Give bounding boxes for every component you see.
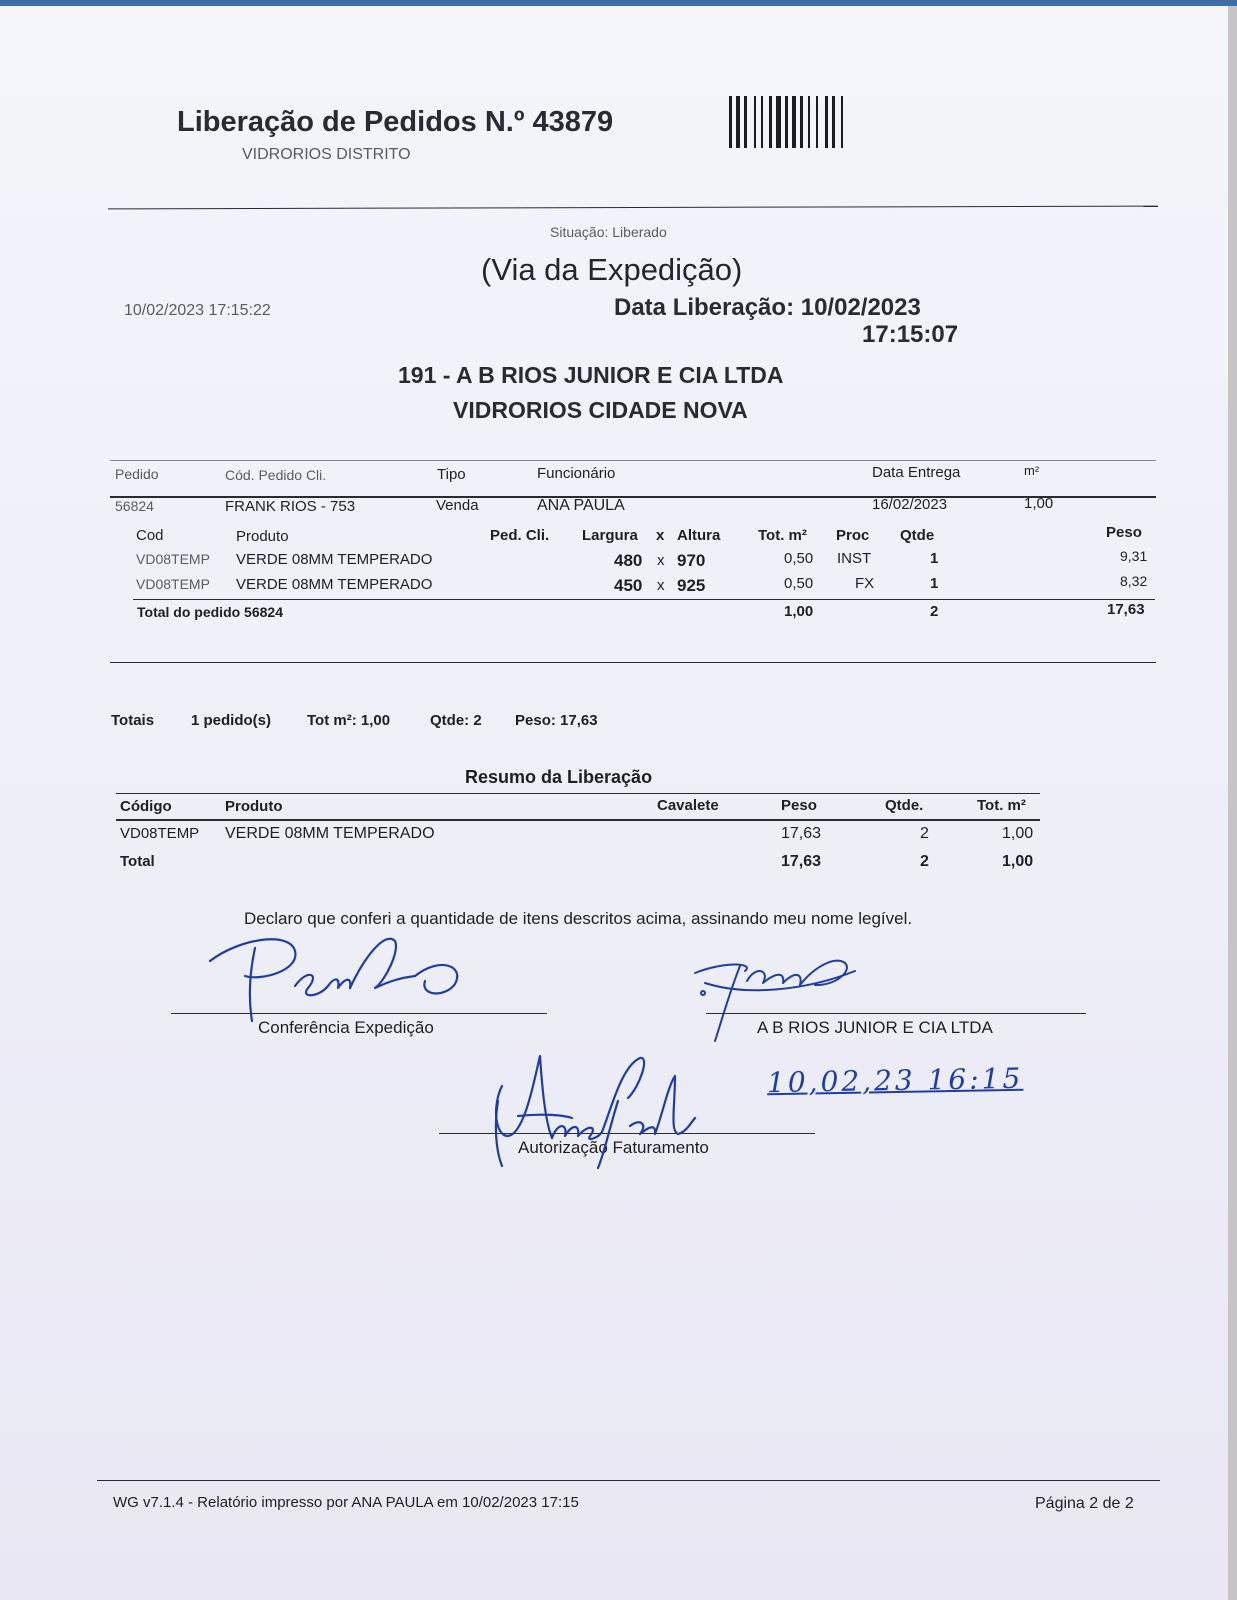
item-proc: FX bbox=[855, 575, 875, 592]
totals-peso: Peso: 17,63 bbox=[515, 712, 598, 729]
items-total-peso: 17,63 bbox=[1107, 601, 1145, 618]
document-subtitle: VIDRORIOS DISTRITO bbox=[242, 146, 411, 163]
footer-page: Página 2 de 2 bbox=[1035, 1495, 1134, 1512]
items-total-tot-m2: 1,00 bbox=[784, 603, 814, 620]
totals-qtde: Qtde: 2 bbox=[430, 712, 482, 729]
summary-qtde: 2 bbox=[920, 825, 929, 842]
col-header-pedido: Pedido bbox=[115, 466, 159, 482]
barcode-bar bbox=[776, 96, 781, 148]
footer-rule bbox=[97, 1480, 1160, 1481]
items-total-rule bbox=[133, 599, 1155, 600]
company-branch: VIDRORIOS CIDADE NOVA bbox=[453, 397, 748, 423]
order-data-entrega: 16/02/2023 bbox=[872, 496, 948, 513]
item-qtde: 1 bbox=[930, 550, 939, 567]
summary-header-qtde: Qtde. bbox=[885, 797, 924, 814]
item-header-qtde: Qtde bbox=[900, 527, 935, 544]
document-page bbox=[0, 6, 1228, 1600]
items-total-label: Total do pedido 56824 bbox=[137, 604, 283, 620]
handwritten-date: 10,02,23 16:15 bbox=[766, 1061, 1024, 1100]
summary-tot-m2: 1,00 bbox=[1002, 825, 1034, 842]
summary-header-rule bbox=[116, 819, 1040, 821]
barcode-bar bbox=[744, 96, 747, 148]
item-header-altura: Altura bbox=[677, 527, 721, 544]
signature-label-company: A B RIOS JUNIOR E CIA LTDA bbox=[757, 1018, 993, 1037]
handwritten-signature-autorizacao bbox=[490, 1046, 720, 1176]
order-tipo: Venda bbox=[436, 497, 479, 514]
handwritten-signature-conferencia bbox=[200, 926, 490, 1036]
item-header-largura: Largura bbox=[582, 527, 638, 544]
summary-total-tot-m2: 1,00 bbox=[1002, 853, 1034, 870]
barcode-bar bbox=[800, 96, 803, 148]
item-altura: 970 bbox=[677, 551, 706, 570]
summary-top-rule bbox=[116, 793, 1040, 794]
col-header-tipo: Tipo bbox=[437, 466, 466, 483]
item-altura: 925 bbox=[677, 576, 706, 595]
barcode-bar bbox=[816, 96, 818, 148]
summary-total-qtde: 2 bbox=[920, 853, 929, 870]
summary-header-cavalete: Cavalete bbox=[657, 797, 719, 814]
item-produto: VERDE 08MM TEMPERADO bbox=[236, 576, 433, 593]
item-header-tot-m2: Tot. m² bbox=[758, 527, 807, 544]
barcode-bar bbox=[832, 96, 835, 148]
item-x: x bbox=[657, 577, 665, 594]
handwritten-signature-company bbox=[685, 941, 875, 1046]
col-header-cod-pedido-cli: Cód. Pedido Cli. bbox=[225, 467, 327, 483]
summary-header-peso: Peso bbox=[781, 797, 817, 814]
item-produto: VERDE 08MM TEMPERADO bbox=[236, 551, 433, 568]
via-label: (Via da Expedição) bbox=[481, 252, 743, 287]
summary-header-tot-m2: Tot. m² bbox=[977, 797, 1026, 814]
item-x: x bbox=[657, 552, 665, 569]
print-timestamp: 10/02/2023 17:15:22 bbox=[124, 302, 271, 319]
item-tot-m2: 0,50 bbox=[784, 575, 814, 592]
item-largura: 480 bbox=[614, 551, 643, 570]
order-cod-pedido-cli: FRANK RIOS - 753 bbox=[225, 498, 356, 515]
items-total-qtde: 2 bbox=[930, 603, 939, 620]
status-situacao: Situação: Liberado bbox=[550, 224, 667, 240]
barcode bbox=[727, 94, 915, 150]
signature-label-autorizacao: Autorização Faturamento bbox=[518, 1138, 709, 1157]
col-header-data-entrega: Data Entrega bbox=[872, 464, 961, 481]
summary-codigo: VD08TEMP bbox=[120, 825, 200, 842]
order-m2: 1,00 bbox=[1024, 495, 1054, 512]
barcode-bar bbox=[825, 96, 828, 148]
order-pedido: 56824 bbox=[115, 498, 154, 514]
col-header-m2: m² bbox=[1024, 463, 1040, 478]
summary-peso: 17,63 bbox=[781, 825, 822, 842]
summary-total-label: Total bbox=[120, 853, 155, 870]
summary-header-codigo: Código bbox=[120, 798, 172, 815]
company-name: 191 - A B RIOS JUNIOR E CIA LTDA bbox=[398, 362, 784, 388]
totals-pedidos: 1 pedido(s) bbox=[191, 712, 272, 729]
totals-label: Totais bbox=[111, 712, 155, 729]
barcode-bar bbox=[761, 96, 763, 148]
header-divider bbox=[108, 206, 1158, 210]
data-liberacao-time: 17:15:07 bbox=[862, 321, 959, 348]
declaration-text: Declaro que conferi a quantidade de itens descritos acima, assinando meu nome legível. bbox=[244, 909, 913, 928]
col-header-funcionario: Funcionário bbox=[537, 465, 616, 482]
order-funcionario: ANA PAULA bbox=[537, 497, 625, 514]
barcode-bar bbox=[736, 96, 740, 148]
item-header-proc: Proc bbox=[836, 527, 870, 544]
summary-header-produto: Produto bbox=[225, 798, 283, 815]
item-header-ped-cli: Ped. Cli. bbox=[490, 527, 550, 544]
barcode-bar bbox=[754, 96, 756, 148]
barcode-bar bbox=[769, 96, 772, 148]
barcode-bar bbox=[841, 96, 843, 148]
barcode-bar bbox=[792, 96, 796, 148]
item-header-x: x bbox=[656, 527, 665, 544]
summary-title: Resumo da Liberação bbox=[465, 767, 653, 787]
item-cod: VD08TEMP bbox=[136, 551, 210, 567]
summary-produto: VERDE 08MM TEMPERADO bbox=[225, 825, 435, 842]
document-title: Liberação de Pedidos N.º 43879 bbox=[177, 106, 614, 138]
item-header-peso: Peso bbox=[1106, 524, 1142, 541]
totals-tot-m2: Tot m²: 1,00 bbox=[307, 712, 391, 729]
signature-label-conferencia: Conferência Expedição bbox=[258, 1018, 434, 1037]
item-header-produto: Produto bbox=[236, 528, 289, 545]
item-largura: 450 bbox=[614, 576, 643, 595]
barcode-bar bbox=[729, 96, 732, 148]
barcode-bar bbox=[785, 96, 788, 148]
item-proc: INST bbox=[837, 550, 872, 567]
data-liberacao: Data Liberação: 10/02/2023 bbox=[614, 294, 921, 321]
items-bottom-rule bbox=[110, 662, 1156, 663]
barcode-bar bbox=[808, 96, 810, 148]
footer-left: WG v7.1.4 - Relatório impresso por ANA PAULA em 10/02/2023 17:15 bbox=[113, 1494, 579, 1511]
summary-total-peso: 17,63 bbox=[781, 853, 822, 870]
item-tot-m2: 0,50 bbox=[784, 550, 814, 567]
item-peso: 9,31 bbox=[1120, 548, 1148, 564]
order-top-rule bbox=[110, 460, 1156, 461]
item-peso: 8,32 bbox=[1120, 573, 1148, 589]
item-qtde: 1 bbox=[930, 575, 939, 592]
item-cod: VD08TEMP bbox=[136, 576, 210, 592]
item-header-cod: Cod bbox=[136, 527, 164, 544]
